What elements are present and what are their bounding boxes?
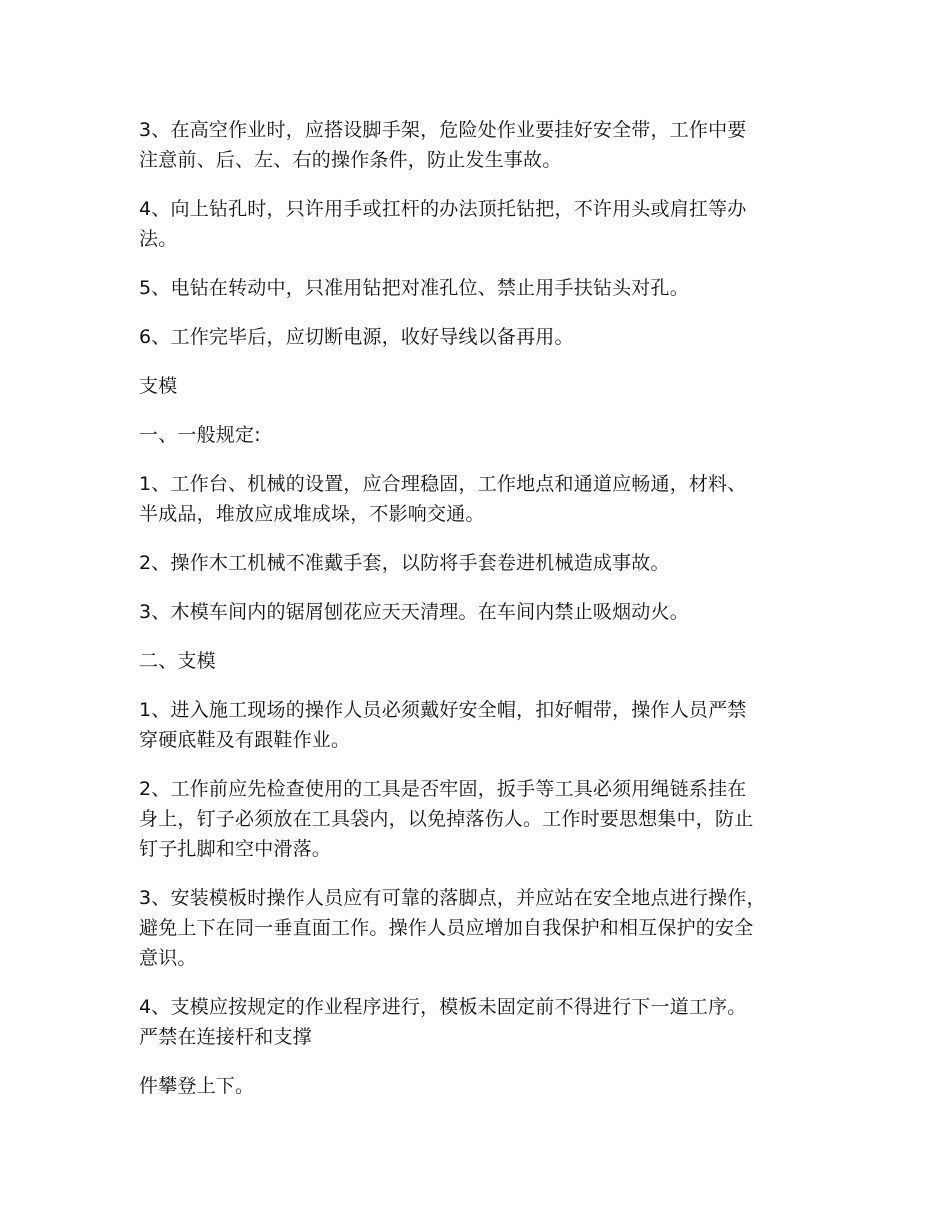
text-line: 2、工作前应先检查使用的工具是否牢固，扳手等工具必须用绳链系挂在	[139, 778, 747, 800]
text-line: 法。	[139, 228, 178, 250]
paragraph-rule-3-sawdust	[139, 597, 819, 627]
text-line: 3、在高空作业时，应搭设脚手架，危险处作业要挂好安全带，工作中要	[139, 119, 747, 141]
paragraph-support-2-tools	[139, 774, 819, 864]
text-line: 4、向上钻孔时，只许用手或扛杆的办法顶托钻把，不许用头或肩扛等办	[139, 198, 747, 220]
paragraph-item-4-drilling-upward	[139, 194, 819, 254]
paragraph-support-4-procedure	[139, 992, 819, 1052]
text-line: 身上，钉子必须放在工具袋内，以免掉落伤人。工作时要思想集中，防止	[139, 808, 754, 830]
text-line: 意识。	[139, 947, 197, 969]
text-line: 4、支模应按规定的作业程序进行，模板未固定前不得进行下一道工序。	[139, 996, 747, 1018]
text-line: 严禁在连接杆和支撑	[139, 1026, 312, 1048]
paragraph-item-5-drill-rotation	[139, 273, 819, 303]
text-line: 件攀登上下。	[139, 1075, 255, 1097]
text-line: 3、木模车间内的锯屑刨花应天天清理。在车间内禁止吸烟动火。	[139, 601, 689, 623]
text-line: 避免上下在同一垂直面工作。操作人员应增加自我保护和相互保护的安全	[139, 917, 754, 939]
text-line: 1、工作台、机械的设置，应合理稳固，工作地点和通道应畅通，材料、	[139, 473, 747, 495]
text-line: 钉子扎脚和空中滑落。	[139, 838, 332, 860]
text-line: 1、进入施工现场的操作人员必须戴好安全帽，扣好帽带，操作人员严禁	[139, 699, 747, 721]
subsection-heading-general-rules	[139, 420, 819, 450]
heading-text: 支模	[139, 375, 178, 397]
text-line: 2、操作木工机械不准戴手套，以防将手套卷进机械造成事故。	[139, 552, 670, 574]
document-body	[139, 115, 819, 1120]
paragraph-item-3-high-altitude	[139, 115, 819, 175]
text-line: 5、电钻在转动中，只准用钻把对准孔位、禁止用手扶钻头对孔。	[139, 277, 689, 299]
paragraph-item-6-power-off	[139, 322, 819, 352]
paragraph-rule-1-workbench	[139, 469, 819, 529]
heading-text: 一、一般规定:	[139, 424, 261, 446]
paragraph-support-3-footing	[139, 883, 819, 973]
subsection-heading-formwork-support	[139, 646, 819, 676]
paragraph-support-1-helmet	[139, 695, 819, 755]
paragraph-continuation	[139, 1071, 819, 1101]
text-line: 穿硬底鞋及有跟鞋作业。	[139, 729, 351, 751]
text-line: 6、工作完毕后，应切断电源，收好导线以备再用。	[139, 326, 574, 348]
text-line: 半成品，堆放应成堆成垛，不影响交通。	[139, 503, 485, 525]
heading-text: 二、支模	[139, 650, 216, 672]
section-heading-formwork	[139, 371, 819, 401]
paragraph-rule-2-gloves	[139, 548, 819, 578]
text-line: 3、安装模板时操作人员应有可靠的落脚点，并应站在安全地点进行操作，	[139, 887, 766, 909]
text-line: 注意前、后、左、右的操作条件，防止发生事故。	[139, 149, 562, 171]
